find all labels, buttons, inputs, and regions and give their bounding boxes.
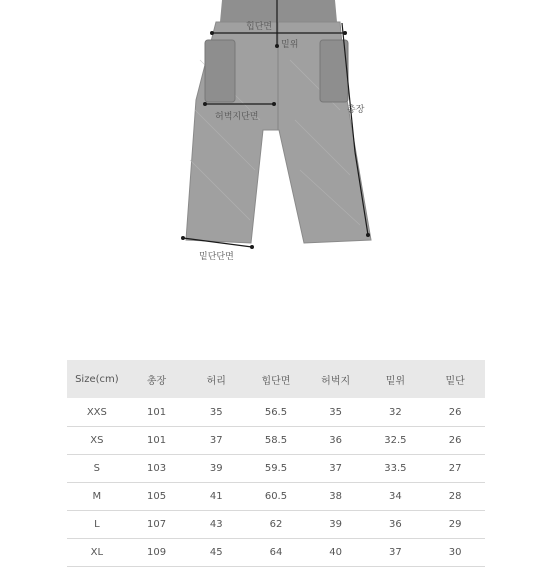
cell-thigh: 38 <box>306 483 366 511</box>
table-row <box>67 398 485 427</box>
cell-thigh: 37 <box>306 455 366 483</box>
cell-thigh: 40 <box>306 539 366 567</box>
table-header-row <box>67 360 485 398</box>
cell-thigh: 35 <box>306 398 366 427</box>
cell-length: 107 <box>127 511 187 539</box>
cell-hem: 26 <box>425 427 485 455</box>
header-length: 총장 <box>146 375 167 387</box>
cell-rise: 32.5 <box>366 427 426 455</box>
header-size: Size(cm) <box>75 373 119 385</box>
cell-hem: 26 <box>425 398 485 427</box>
left-cargo-pocket <box>205 40 235 102</box>
size-table <box>67 360 485 567</box>
cell-size: L <box>67 511 127 539</box>
cell-hem: 29 <box>425 511 485 539</box>
header-waist: 허리 <box>206 375 226 387</box>
hem-label: 밑단단면 <box>199 252 234 262</box>
table-row <box>67 455 485 483</box>
cell-rise: 32 <box>366 398 426 427</box>
cell-waist: 39 <box>186 455 246 483</box>
thigh-label: 허벅지단면 <box>215 112 259 122</box>
cell-hip: 64 <box>246 539 306 567</box>
cell-size: M <box>67 483 127 511</box>
cell-waist: 43 <box>186 511 246 539</box>
right-cargo-pocket <box>320 40 348 102</box>
cell-waist: 41 <box>186 483 246 511</box>
header-thigh: 허벅지 <box>321 375 351 387</box>
header-hip: 힙단면 <box>261 375 291 387</box>
waistband <box>220 0 337 22</box>
cell-rise: 33.5 <box>366 455 426 483</box>
cell-rise: 36 <box>366 511 426 539</box>
cell-thigh: 39 <box>306 511 366 539</box>
cell-waist: 45 <box>186 539 246 567</box>
cell-length: 103 <box>127 455 187 483</box>
cell-hem: 28 <box>425 483 485 511</box>
cell-hem: 30 <box>425 539 485 567</box>
cell-length: 101 <box>127 427 187 455</box>
cell-hem: 27 <box>425 455 485 483</box>
table-row <box>67 483 485 511</box>
cell-waist: 37 <box>186 427 246 455</box>
cell-length: 101 <box>127 398 187 427</box>
cell-length: 105 <box>127 483 187 511</box>
cell-hip: 58.5 <box>246 427 306 455</box>
hip-label: 힙단면 <box>246 22 273 32</box>
cell-hip: 62 <box>246 511 306 539</box>
header-hem: 밑단 <box>445 375 465 387</box>
cell-size: S <box>67 455 127 483</box>
cell-hip: 56.5 <box>246 398 306 427</box>
cell-rise: 37 <box>366 539 426 567</box>
cell-thigh: 36 <box>306 427 366 455</box>
cell-size: XS <box>67 427 127 455</box>
cell-waist: 35 <box>186 398 246 427</box>
rise-label: 밑위 <box>281 40 299 50</box>
table-row <box>67 511 485 539</box>
cell-rise: 34 <box>366 483 426 511</box>
cell-hip: 60.5 <box>246 483 306 511</box>
header-rise: 밑위 <box>385 375 406 387</box>
cell-size: XXS <box>67 398 127 427</box>
table-row <box>67 427 485 455</box>
cell-length: 109 <box>127 539 187 567</box>
cell-hip: 59.5 <box>246 455 306 483</box>
cell-size: XL <box>67 539 127 567</box>
length-label: 총장 <box>347 105 365 115</box>
